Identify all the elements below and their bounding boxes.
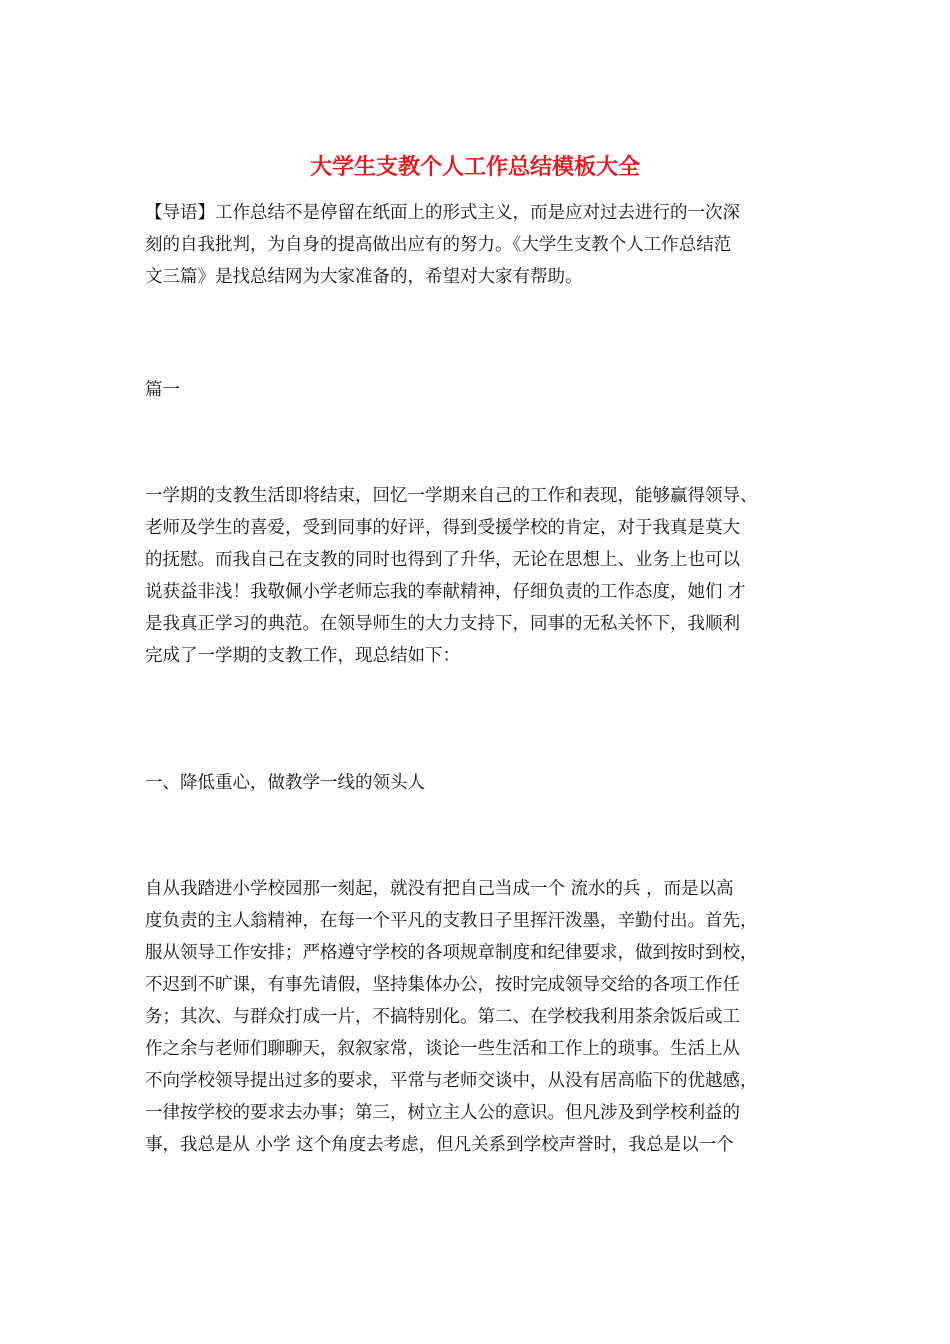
paragraph-line: 老师及学生的喜爱，受到同事的好评，得到受援学校的肯定，对于我真是莫大 <box>145 518 740 538</box>
paragraph-line: 说获益非浅！我敬佩小学老师忘我的奉献精神，仔细负责的工作态度，她们 才 <box>145 582 746 602</box>
body-paragraph-1 <box>145 480 825 672</box>
paragraph-line: 事，我总是从 小学 这个角度去考虑，但凡关系到学校声誉时，我总是以一个 <box>145 1135 734 1155</box>
intro-paragraph <box>145 197 825 293</box>
section-label-text: 篇一 <box>145 380 180 400</box>
intro-line: 文三篇》是找总结网为大家准备的，希望对大家有帮助。 <box>145 267 583 287</box>
paragraph-line: 一律按学校的要求去办事；第三，树立主人公的意识。但凡涉及到学校利益的 <box>145 1103 740 1123</box>
paragraph-line: 作之余与老师们聊聊天，叙叙家常，谈论一些生活和工作上的琐事。生活上从 <box>145 1039 740 1059</box>
paragraph-line: 度负责的主人翁精神，在每一个平凡的支教日子里挥汗泼墨，辛勤付出。首先， <box>145 911 758 931</box>
paragraph-line: 完成了一学期的支教工作，现总结如下： <box>145 646 460 666</box>
paragraph-line: 不迟到不旷课，有事先请假，坚持集体办公，按时完成领导交给的各项工作任 <box>145 975 740 995</box>
intro-line: 刻的自我批判，为自身的提高做出应有的努力。《大学生支教个人工作总结范 <box>145 235 732 255</box>
paragraph-line: 的抚慰。而我自己在支教的同时也得到了升华，无论在思想上、业务上也可以 <box>145 550 740 570</box>
body-paragraph-2 <box>145 873 825 1161</box>
paragraph-line: 一学期的支教生活即将结束，回忆一学期来自己的工作和表现，能够赢得领导、 <box>145 486 758 506</box>
paragraph-line: 不向学校领导提出过多的要求，平常与老师交谈中，从没有居高临下的优越感， <box>145 1071 758 1091</box>
paragraph-line: 服从领导工作安排；严格遵守学校的各项规章制度和纪律要求，做到按时到校， <box>145 943 758 963</box>
paragraph-line: 务；其次、与群众打成一片，不搞特别化。第二、在学校我利用茶余饭后或工 <box>145 1007 740 1027</box>
section-heading-1 <box>145 767 825 799</box>
paragraph-line: 是我真正学习的典范。在领导师生的大力支持下，同事的无私关怀下，我顺利 <box>145 614 740 634</box>
document-title: 大学生支教个人工作总结模板大全 <box>309 154 640 180</box>
section-heading-text: 一、降低重心，做教学一线的领头人 <box>145 773 425 793</box>
section-label <box>145 374 825 406</box>
intro-line: 【导语】工作总结不是停留在纸面上的形式主义，而是应对过去进行的一次深 <box>145 203 740 223</box>
paragraph-line: 自从我踏进小学校园那一刻起，就没有把自己当成一个 流水的兵 ，而是以高 <box>145 879 734 899</box>
